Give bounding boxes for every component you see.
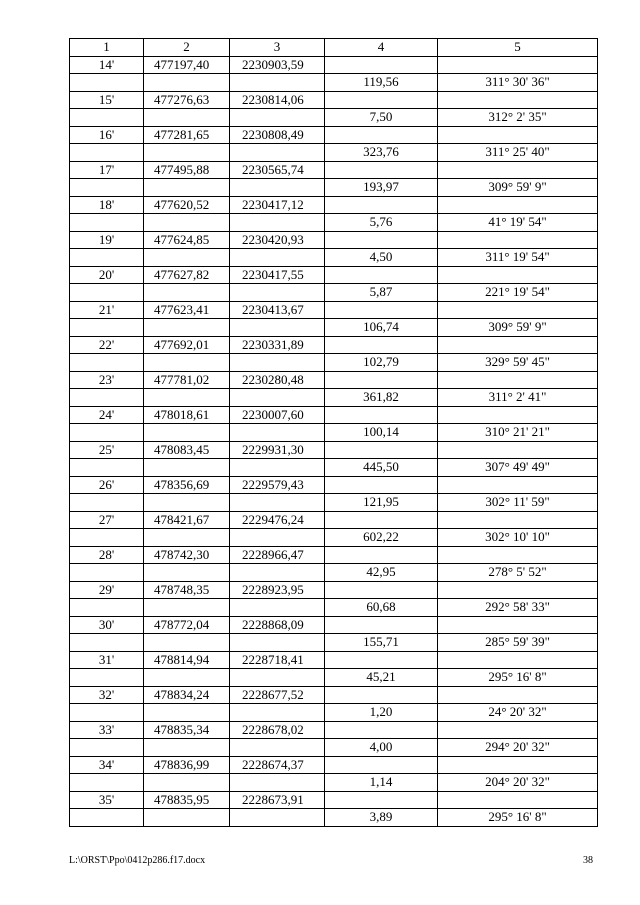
- table-cell-col-2: 478742,30: [144, 546, 230, 564]
- table-row: [70, 336, 598, 354]
- table-cell-col-3: 2228677,52: [230, 686, 325, 704]
- table-cell-col-1: [70, 634, 144, 652]
- table-row: [70, 231, 598, 249]
- table-cell-col-5: 311° 19' 54": [438, 249, 598, 267]
- table-cell-col-2: [144, 214, 230, 232]
- table-cell-col-2: 478836,99: [144, 756, 230, 774]
- table-cell-col-3: [230, 774, 325, 792]
- table-cell-col-5: 329° 59' 45": [438, 354, 598, 372]
- table-cell-col-4: 7,50: [325, 109, 438, 127]
- table-cell-col-2: 478083,45: [144, 441, 230, 459]
- table-cell-col-5: [438, 266, 598, 284]
- table-cell-col-3: [230, 354, 325, 372]
- table-cell-col-4: 602,22: [325, 529, 438, 547]
- table-cell-col-5: 311° 25' 40": [438, 144, 598, 162]
- table-cell-col-3: 2230903,59: [230, 56, 325, 74]
- table-cell-col-5: [438, 511, 598, 529]
- table-cell-col-4: 60,68: [325, 599, 438, 617]
- coordinates-table: [69, 38, 598, 827]
- table-cell-col-2: [144, 809, 230, 827]
- table-cell-col-3: [230, 109, 325, 127]
- table-row: [70, 74, 598, 92]
- table-cell-col-5: 309° 59' 9": [438, 179, 598, 197]
- table-cell-col-5: [438, 616, 598, 634]
- table-cell-col-3: [230, 739, 325, 757]
- table-cell-col-1: 25': [70, 441, 144, 459]
- table-cell-col-5: [438, 126, 598, 144]
- table-row: [70, 581, 598, 599]
- table-row: [70, 616, 598, 634]
- table-cell-col-2: 478834,24: [144, 686, 230, 704]
- table-cell-col-5: 312° 2' 35": [438, 109, 598, 127]
- table-cell-col-3: 2228868,09: [230, 616, 325, 634]
- table-cell-col-3: 2229579,43: [230, 476, 325, 494]
- table-row: [70, 319, 598, 337]
- table-cell-col-4: [325, 126, 438, 144]
- table-row: [70, 704, 598, 722]
- table-cell-col-3: 2230420,93: [230, 231, 325, 249]
- table-body: [70, 56, 598, 826]
- table-row: [70, 511, 598, 529]
- table-cell-col-4: [325, 196, 438, 214]
- table-cell-col-1: [70, 774, 144, 792]
- table-cell-col-1: 20': [70, 266, 144, 284]
- table-cell-col-2: [144, 389, 230, 407]
- table-cell-col-1: [70, 704, 144, 722]
- table-row: [70, 354, 598, 372]
- table-cell-col-5: 311° 30' 36": [438, 74, 598, 92]
- table-cell-col-1: 14': [70, 56, 144, 74]
- table-cell-col-1: [70, 389, 144, 407]
- table-cell-col-2: [144, 564, 230, 582]
- table-cell-col-4: 100,14: [325, 424, 438, 442]
- table-cell-col-1: 33': [70, 721, 144, 739]
- table-header: [70, 39, 598, 57]
- table-row: [70, 651, 598, 669]
- table-cell-col-5: 285° 59' 39": [438, 634, 598, 652]
- table-row: [70, 809, 598, 827]
- table-cell-col-3: 2230417,12: [230, 196, 325, 214]
- table-cell-col-4: [325, 371, 438, 389]
- table-cell-col-2: 477495,88: [144, 161, 230, 179]
- table-cell-col-2: 477692,01: [144, 336, 230, 354]
- table-cell-col-3: [230, 424, 325, 442]
- table-cell-col-3: 2230417,55: [230, 266, 325, 284]
- footer-file-path: L:\ORST\Ppo\0412p286.f17.docx: [69, 855, 206, 866]
- table-cell-col-5: [438, 161, 598, 179]
- table-row: [70, 424, 598, 442]
- table-cell-col-3: [230, 704, 325, 722]
- table-row: [70, 686, 598, 704]
- table-cell-col-5: [438, 406, 598, 424]
- footer-page-number: 38: [583, 855, 593, 866]
- table-cell-col-4: [325, 511, 438, 529]
- table-cell-col-3: [230, 214, 325, 232]
- table-cell-col-3: 2228923,95: [230, 581, 325, 599]
- table-cell-col-3: 2230331,89: [230, 336, 325, 354]
- table-cell-col-2: [144, 74, 230, 92]
- table-cell-col-4: [325, 231, 438, 249]
- table-cell-col-5: 24° 20' 32": [438, 704, 598, 722]
- table-cell-col-4: 102,79: [325, 354, 438, 372]
- table-cell-col-4: 323,76: [325, 144, 438, 162]
- table-cell-col-2: [144, 109, 230, 127]
- table-cell-col-4: [325, 686, 438, 704]
- table-row: [70, 249, 598, 267]
- table-cell-col-5: [438, 56, 598, 74]
- table-cell-col-3: 2228966,47: [230, 546, 325, 564]
- table-cell-col-2: [144, 249, 230, 267]
- table-cell-col-1: 21': [70, 301, 144, 319]
- table-cell-col-2: 478814,94: [144, 651, 230, 669]
- table-cell-col-5: 307° 49' 49": [438, 459, 598, 477]
- table-cell-col-1: [70, 739, 144, 757]
- table-cell-col-2: [144, 144, 230, 162]
- table-cell-col-4: [325, 756, 438, 774]
- table-cell-col-3: [230, 529, 325, 547]
- table-cell-col-2: [144, 459, 230, 477]
- table-row: [70, 266, 598, 284]
- table-cell-col-3: 2228674,37: [230, 756, 325, 774]
- table-cell-col-5: 294° 20' 32": [438, 739, 598, 757]
- table-cell-col-1: [70, 354, 144, 372]
- header-col-5: 5: [438, 39, 598, 57]
- table-cell-col-4: 121,95: [325, 494, 438, 512]
- table-cell-col-3: [230, 494, 325, 512]
- table-cell-col-5: [438, 581, 598, 599]
- table-cell-col-5: [438, 791, 598, 809]
- table-row: [70, 756, 598, 774]
- table-cell-col-2: [144, 704, 230, 722]
- table-cell-col-2: [144, 354, 230, 372]
- table-cell-col-3: [230, 809, 325, 827]
- table-cell-col-1: 24': [70, 406, 144, 424]
- table-cell-col-1: [70, 529, 144, 547]
- table-row: [70, 371, 598, 389]
- table-row: [70, 301, 598, 319]
- table-cell-col-3: [230, 459, 325, 477]
- table-cell-col-2: [144, 669, 230, 687]
- table-cell-col-5: [438, 301, 598, 319]
- table-cell-col-4: 5,76: [325, 214, 438, 232]
- table-cell-col-4: [325, 161, 438, 179]
- table-cell-col-4: [325, 581, 438, 599]
- header-col-3: 3: [230, 39, 325, 57]
- table-cell-col-5: [438, 196, 598, 214]
- table-cell-col-4: [325, 301, 438, 319]
- table-cell-col-1: [70, 179, 144, 197]
- table-cell-col-3: [230, 564, 325, 582]
- header-col-4: 4: [325, 39, 438, 57]
- table-cell-col-1: 28': [70, 546, 144, 564]
- table-cell-col-4: 4,50: [325, 249, 438, 267]
- table-cell-col-1: 34': [70, 756, 144, 774]
- table-cell-col-3: [230, 599, 325, 617]
- table-cell-col-1: 23': [70, 371, 144, 389]
- table-cell-col-4: [325, 336, 438, 354]
- table-cell-col-1: [70, 284, 144, 302]
- table-cell-col-1: [70, 74, 144, 92]
- table-cell-col-4: [325, 441, 438, 459]
- table-row: [70, 669, 598, 687]
- table-row: [70, 389, 598, 407]
- table-cell-col-3: 2229931,30: [230, 441, 325, 459]
- table-cell-col-5: 302° 11' 59": [438, 494, 598, 512]
- table-cell-col-2: 477281,65: [144, 126, 230, 144]
- table-cell-col-5: 302° 10' 10": [438, 529, 598, 547]
- table-cell-col-5: 311° 2' 41": [438, 389, 598, 407]
- table-cell-col-3: [230, 249, 325, 267]
- table-row: [70, 214, 598, 232]
- table-cell-col-5: [438, 336, 598, 354]
- table-cell-col-3: 2230565,74: [230, 161, 325, 179]
- table-cell-col-5: [438, 721, 598, 739]
- table-row: [70, 634, 598, 652]
- table-row: [70, 564, 598, 582]
- table-row: [70, 144, 598, 162]
- table-row: [70, 774, 598, 792]
- table-cell-col-4: 5,87: [325, 284, 438, 302]
- table-cell-col-2: 478835,95: [144, 791, 230, 809]
- table-row: [70, 529, 598, 547]
- table-cell-col-2: 477627,82: [144, 266, 230, 284]
- table-row: [70, 791, 598, 809]
- table-row: [70, 284, 598, 302]
- table-row: [70, 161, 598, 179]
- table-cell-col-2: 477197,40: [144, 56, 230, 74]
- table-cell-col-4: [325, 651, 438, 669]
- table-cell-col-2: [144, 179, 230, 197]
- table-cell-col-3: 2230280,48: [230, 371, 325, 389]
- table-row: [70, 739, 598, 757]
- table-cell-col-1: [70, 459, 144, 477]
- table-cell-col-1: [70, 249, 144, 267]
- table-cell-col-4: 155,71: [325, 634, 438, 652]
- table-row: [70, 109, 598, 127]
- table-cell-col-2: [144, 634, 230, 652]
- table-row: [70, 494, 598, 512]
- table-cell-col-4: 3,89: [325, 809, 438, 827]
- table-cell-col-5: [438, 476, 598, 494]
- table-cell-col-1: [70, 599, 144, 617]
- table-cell-col-5: 295° 16' 8": [438, 809, 598, 827]
- table-cell-col-2: 477623,41: [144, 301, 230, 319]
- table-cell-col-2: 477620,52: [144, 196, 230, 214]
- table-row: [70, 91, 598, 109]
- table-cell-col-5: [438, 371, 598, 389]
- table-cell-col-5: [438, 651, 598, 669]
- table-cell-col-1: 15': [70, 91, 144, 109]
- table-cell-col-3: [230, 669, 325, 687]
- table-cell-col-1: 29': [70, 581, 144, 599]
- table-cell-col-5: [438, 91, 598, 109]
- table-row: [70, 599, 598, 617]
- table-cell-col-1: [70, 109, 144, 127]
- table-row: [70, 546, 598, 564]
- table-cell-col-2: 477276,63: [144, 91, 230, 109]
- table-cell-col-5: 292° 58' 33": [438, 599, 598, 617]
- table-cell-col-3: 2228673,91: [230, 791, 325, 809]
- table-cell-col-1: 16': [70, 126, 144, 144]
- table-cell-col-5: 204° 20' 32": [438, 774, 598, 792]
- table-row: [70, 406, 598, 424]
- table-cell-col-4: [325, 406, 438, 424]
- table-cell-col-5: 295° 16' 8": [438, 669, 598, 687]
- table-cell-col-3: 2228678,02: [230, 721, 325, 739]
- table-cell-col-4: [325, 266, 438, 284]
- table-cell-col-5: 41° 19' 54": [438, 214, 598, 232]
- table-row: [70, 179, 598, 197]
- header-row: [70, 39, 598, 57]
- table-cell-col-5: [438, 441, 598, 459]
- table-cell-col-1: 30': [70, 616, 144, 634]
- table-cell-col-4: 193,97: [325, 179, 438, 197]
- table-cell-col-2: 478421,67: [144, 511, 230, 529]
- table-cell-col-2: [144, 494, 230, 512]
- table-cell-col-1: [70, 494, 144, 512]
- table-cell-col-1: 26': [70, 476, 144, 494]
- table-cell-col-5: [438, 546, 598, 564]
- table-row: [70, 196, 598, 214]
- table-cell-col-5: 310° 21' 21": [438, 424, 598, 442]
- table-cell-col-1: 18': [70, 196, 144, 214]
- table-row: [70, 721, 598, 739]
- table-cell-col-4: 445,50: [325, 459, 438, 477]
- table-cell-col-2: [144, 739, 230, 757]
- table-cell-col-4: 45,21: [325, 669, 438, 687]
- table-cell-col-1: 19': [70, 231, 144, 249]
- table-cell-col-2: 477624,85: [144, 231, 230, 249]
- table-cell-col-3: [230, 319, 325, 337]
- table-cell-col-1: 35': [70, 791, 144, 809]
- table-cell-col-3: 2228718,41: [230, 651, 325, 669]
- table-cell-col-2: 478356,69: [144, 476, 230, 494]
- header-col-2: 2: [144, 39, 230, 57]
- table-row: [70, 56, 598, 74]
- table-cell-col-4: [325, 476, 438, 494]
- table-cell-col-3: [230, 144, 325, 162]
- table-cell-col-3: [230, 284, 325, 302]
- table-cell-col-1: [70, 214, 144, 232]
- table-cell-col-4: [325, 616, 438, 634]
- table-cell-col-5: 309° 59' 9": [438, 319, 598, 337]
- header-col-1: 1: [70, 39, 144, 57]
- table-row: [70, 459, 598, 477]
- table-cell-col-5: [438, 686, 598, 704]
- table-cell-col-2: [144, 284, 230, 302]
- table-cell-col-1: [70, 564, 144, 582]
- table-cell-col-4: 1,14: [325, 774, 438, 792]
- table-cell-col-2: [144, 319, 230, 337]
- table-cell-col-1: [70, 424, 144, 442]
- table-cell-col-1: [70, 809, 144, 827]
- table-cell-col-2: [144, 529, 230, 547]
- table-row: [70, 441, 598, 459]
- table-cell-col-4: 119,56: [325, 74, 438, 92]
- table-cell-col-4: [325, 56, 438, 74]
- table-cell-col-3: 2230808,49: [230, 126, 325, 144]
- table-cell-col-2: 478748,35: [144, 581, 230, 599]
- table-cell-col-2: 478018,61: [144, 406, 230, 424]
- table-cell-col-2: 478772,04: [144, 616, 230, 634]
- table-cell-col-4: [325, 546, 438, 564]
- table-cell-col-1: [70, 319, 144, 337]
- table-cell-col-5: [438, 756, 598, 774]
- table-cell-col-4: [325, 91, 438, 109]
- table-cell-col-1: 27': [70, 511, 144, 529]
- table-cell-col-4: [325, 721, 438, 739]
- table-row: [70, 476, 598, 494]
- table-cell-col-2: 477781,02: [144, 371, 230, 389]
- table-cell-col-3: 2229476,24: [230, 511, 325, 529]
- table-cell-col-5: [438, 231, 598, 249]
- table-cell-col-4: 1,20: [325, 704, 438, 722]
- table-cell-col-3: 2230007,60: [230, 406, 325, 424]
- table-cell-col-3: [230, 389, 325, 407]
- table-cell-col-3: [230, 634, 325, 652]
- table-cell-col-3: 2230413,67: [230, 301, 325, 319]
- table-cell-col-5: 221° 19' 54": [438, 284, 598, 302]
- table-cell-col-1: 32': [70, 686, 144, 704]
- table-cell-col-1: [70, 144, 144, 162]
- table-cell-col-5: 278° 5' 52": [438, 564, 598, 582]
- table-cell-col-4: 106,74: [325, 319, 438, 337]
- table-cell-col-1: 17': [70, 161, 144, 179]
- table-cell-col-2: 478835,34: [144, 721, 230, 739]
- table-row: [70, 126, 598, 144]
- table-cell-col-4: 361,82: [325, 389, 438, 407]
- table-cell-col-1: [70, 669, 144, 687]
- table-cell-col-4: 42,95: [325, 564, 438, 582]
- table-cell-col-1: 22': [70, 336, 144, 354]
- table-cell-col-3: [230, 179, 325, 197]
- table-cell-col-3: [230, 74, 325, 92]
- table-cell-col-2: [144, 774, 230, 792]
- table-cell-col-2: [144, 599, 230, 617]
- table-cell-col-1: 31': [70, 651, 144, 669]
- table-cell-col-3: 2230814,06: [230, 91, 325, 109]
- table-cell-col-4: [325, 791, 438, 809]
- table-cell-col-4: 4,00: [325, 739, 438, 757]
- table-cell-col-2: [144, 424, 230, 442]
